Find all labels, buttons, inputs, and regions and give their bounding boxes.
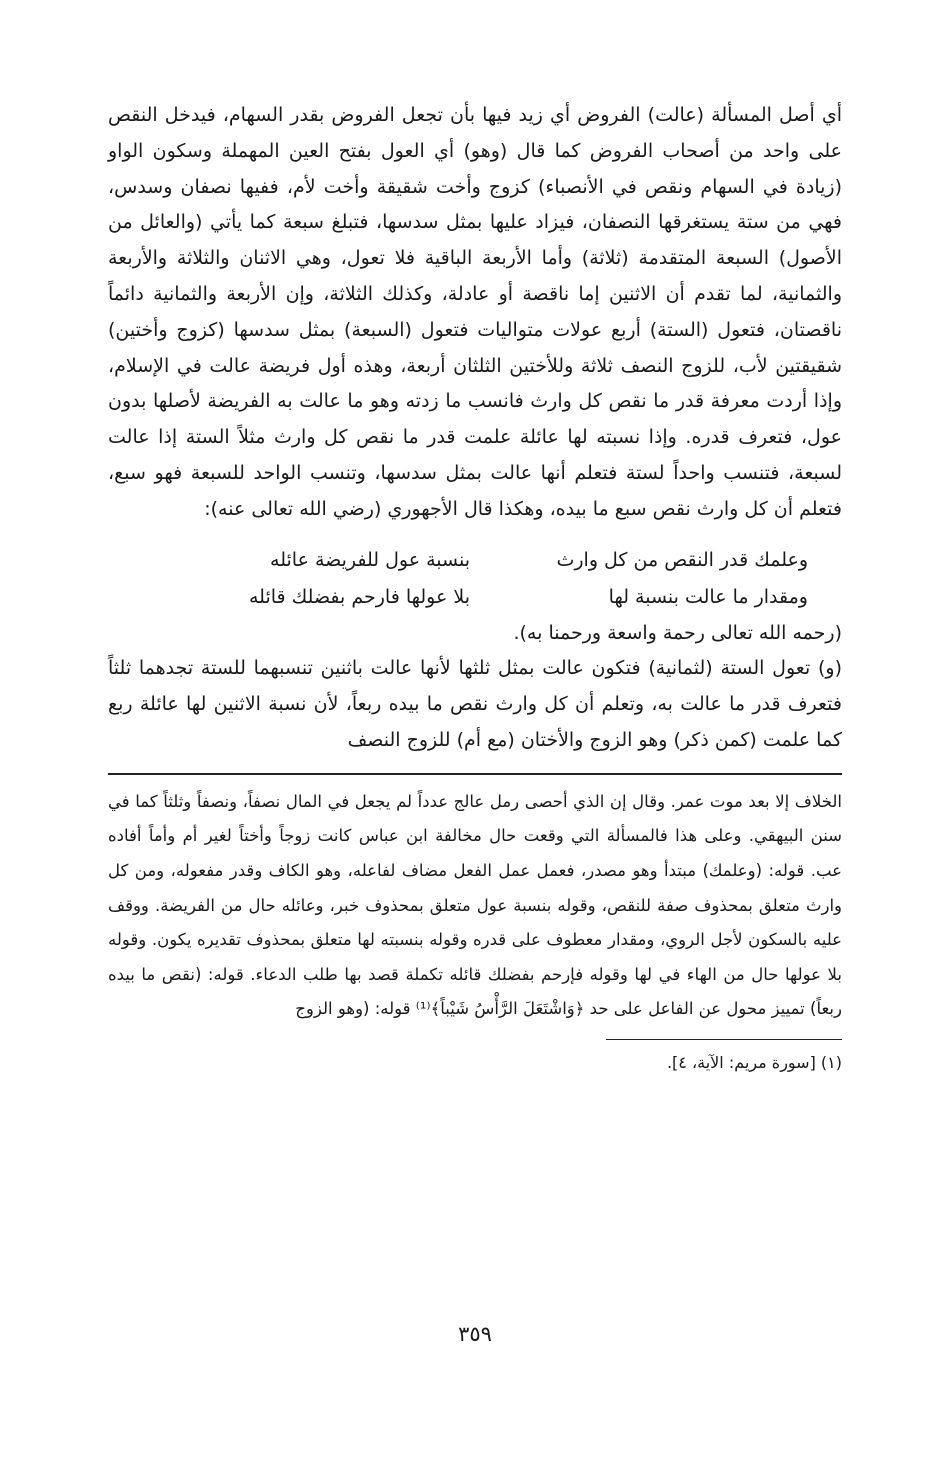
paragraph-2: (و) تعول الستة (لثمانية) فتكون عالت بمثل ثلثها لأنها عالت باثنين تنسبهما للستة تجدهما ثلثاً فتعرف قدر ما عالت به، وتعلم أن كل وارث نقص ما بيده ربعاً، لأن نسبة الاثنين لها عائلة ربع كما علمت (كمن ذكر) وهو الزوج والأختان (مع أم) للزوج النصف (108, 657, 842, 751)
main-text (108, 98, 842, 759)
poem (108, 542, 842, 616)
poem-verse-1-second-hemistich: بنسبة عول للفريضة عائله (270, 548, 470, 571)
page-number: ٣٥٩ (458, 1322, 492, 1346)
commentary-text: الخلاف إلا بعد موت عمر. وقال إن الذي أحصى رمل عالج عدداً لم يجعل في المال نصفاً، ونصفاً وثلثاً كما في سنن البيهقي. وعلى هذا فالمسألة التي وقعت حال مخالفة ابن عباس كانت زوجاً وأختاً لغير أم وأماً أفاده عب. قوله: (وعلمك) مبتدأ وهو مصدر، فعمل عمل الفعل مضاف لفاعله، وهو الكاف وقدر مفعوله، ومن كل وارث متعلق بمحذوف صفة للنقص، وقوله بنسبة عول متعلق بمحذوف خبر، وعائله حال من الفريضة. ووقف عليه بالسكون لأجل الروي، ومقدار معطوف على قدره وقوله بنسبته لها متعلق بمحذوف تقديره يكون. وقوله بلا عولها حال من الهاء في لها وقوله فإرحم بفضلك قائله تكملة قصد بها طلب الدعاء. قوله: (نقص ما بيده ربعاً) تمييز محول عن الفاعل على حد ﴿وَاشْتَعَلَ الرَّأْسُ شَيْباً﴾⁽¹⁾ قوله: (وهو الزوج (108, 791, 842, 1019)
poem-verse-2 (108, 579, 842, 616)
closing-prayer: (رحمه الله تعالى رحمة واسعة ورحمنا به). (513, 621, 842, 644)
footnote: (١) [سورة مريم: الآية، ٤]. (666, 1052, 842, 1072)
separator-rule (108, 773, 842, 775)
commentary (108, 785, 842, 1027)
poem-verse-1 (108, 542, 842, 579)
paragraph-1: أي أصل المسألة (عالت) الفروض أي زيد فيها بأن تجعل الفروض بقدر السهام، فيدخل النقص على واحد من أصحاب الفروض كما قال (وهو) أي العول بفتح العين المهملة وسكون الواو (زيادة في السهام ونقص في الأنصباء) كزوج وأخت شقيقة وأخت لأم، ففيها نصفان وسدس، فهي من ستة يستغرقها النصفان، فيزاد عليها بمثل سدسها، فتبلغ سبعة كما يأتي (والعائل من الأصول) السبعة المتقدمة (ثلاثة) وأما الأربعة الباقية فلا تعول، وهي الاثنان والثلاثة والأربعة والثمانية، لما تقدم أن الاثنين إما ناقصة أو عادلة، وكذلك الثلاثة، وإن الأربعة والثمانية دائماً ناقصتان، فتعول (الستة) أربع عولات متواليات فتعول (السبعة) بمثل سدسها (كزوج وأختين) شقيقتين لأب، للزوج النصف ثلاثة وللأختين الثلثان أربعة، وهذه أول فريضة عالت في الإسلام، وإذا أردت معرفة قدر ما نقص كل وارث فانسب ما زدته وهو ما عالت به الفريضة لأصلها بدون عول، فتعرف قدره. وإذا نسبته لها عائلة علمت قدر ما نقص كل وارث مثلاً الستة إذا عالت لسبعة، فتنسب واحداً لستة فتعلم أنها عالت بمثل سدسها، وتنسب الواحد للسبعة فهو سبع، فتعلم أن كل وارث نقص سبع ما بيده، وهكذا قال الأجهوري (رضي الله تعالى عنه): (108, 104, 842, 520)
poem-verse-2-second-hemistich: بلا عولها فارحم بفضلك قائله (248, 585, 470, 608)
poem-verse-1-first-hemistich: وعلمك قدر النقص من كل وارث (556, 548, 808, 571)
poem-verse-2-first-hemistich: ومقدار ما عالت بنسبة لها (608, 585, 808, 608)
page-content (108, 98, 842, 1076)
footnote-rule (606, 1039, 842, 1040)
